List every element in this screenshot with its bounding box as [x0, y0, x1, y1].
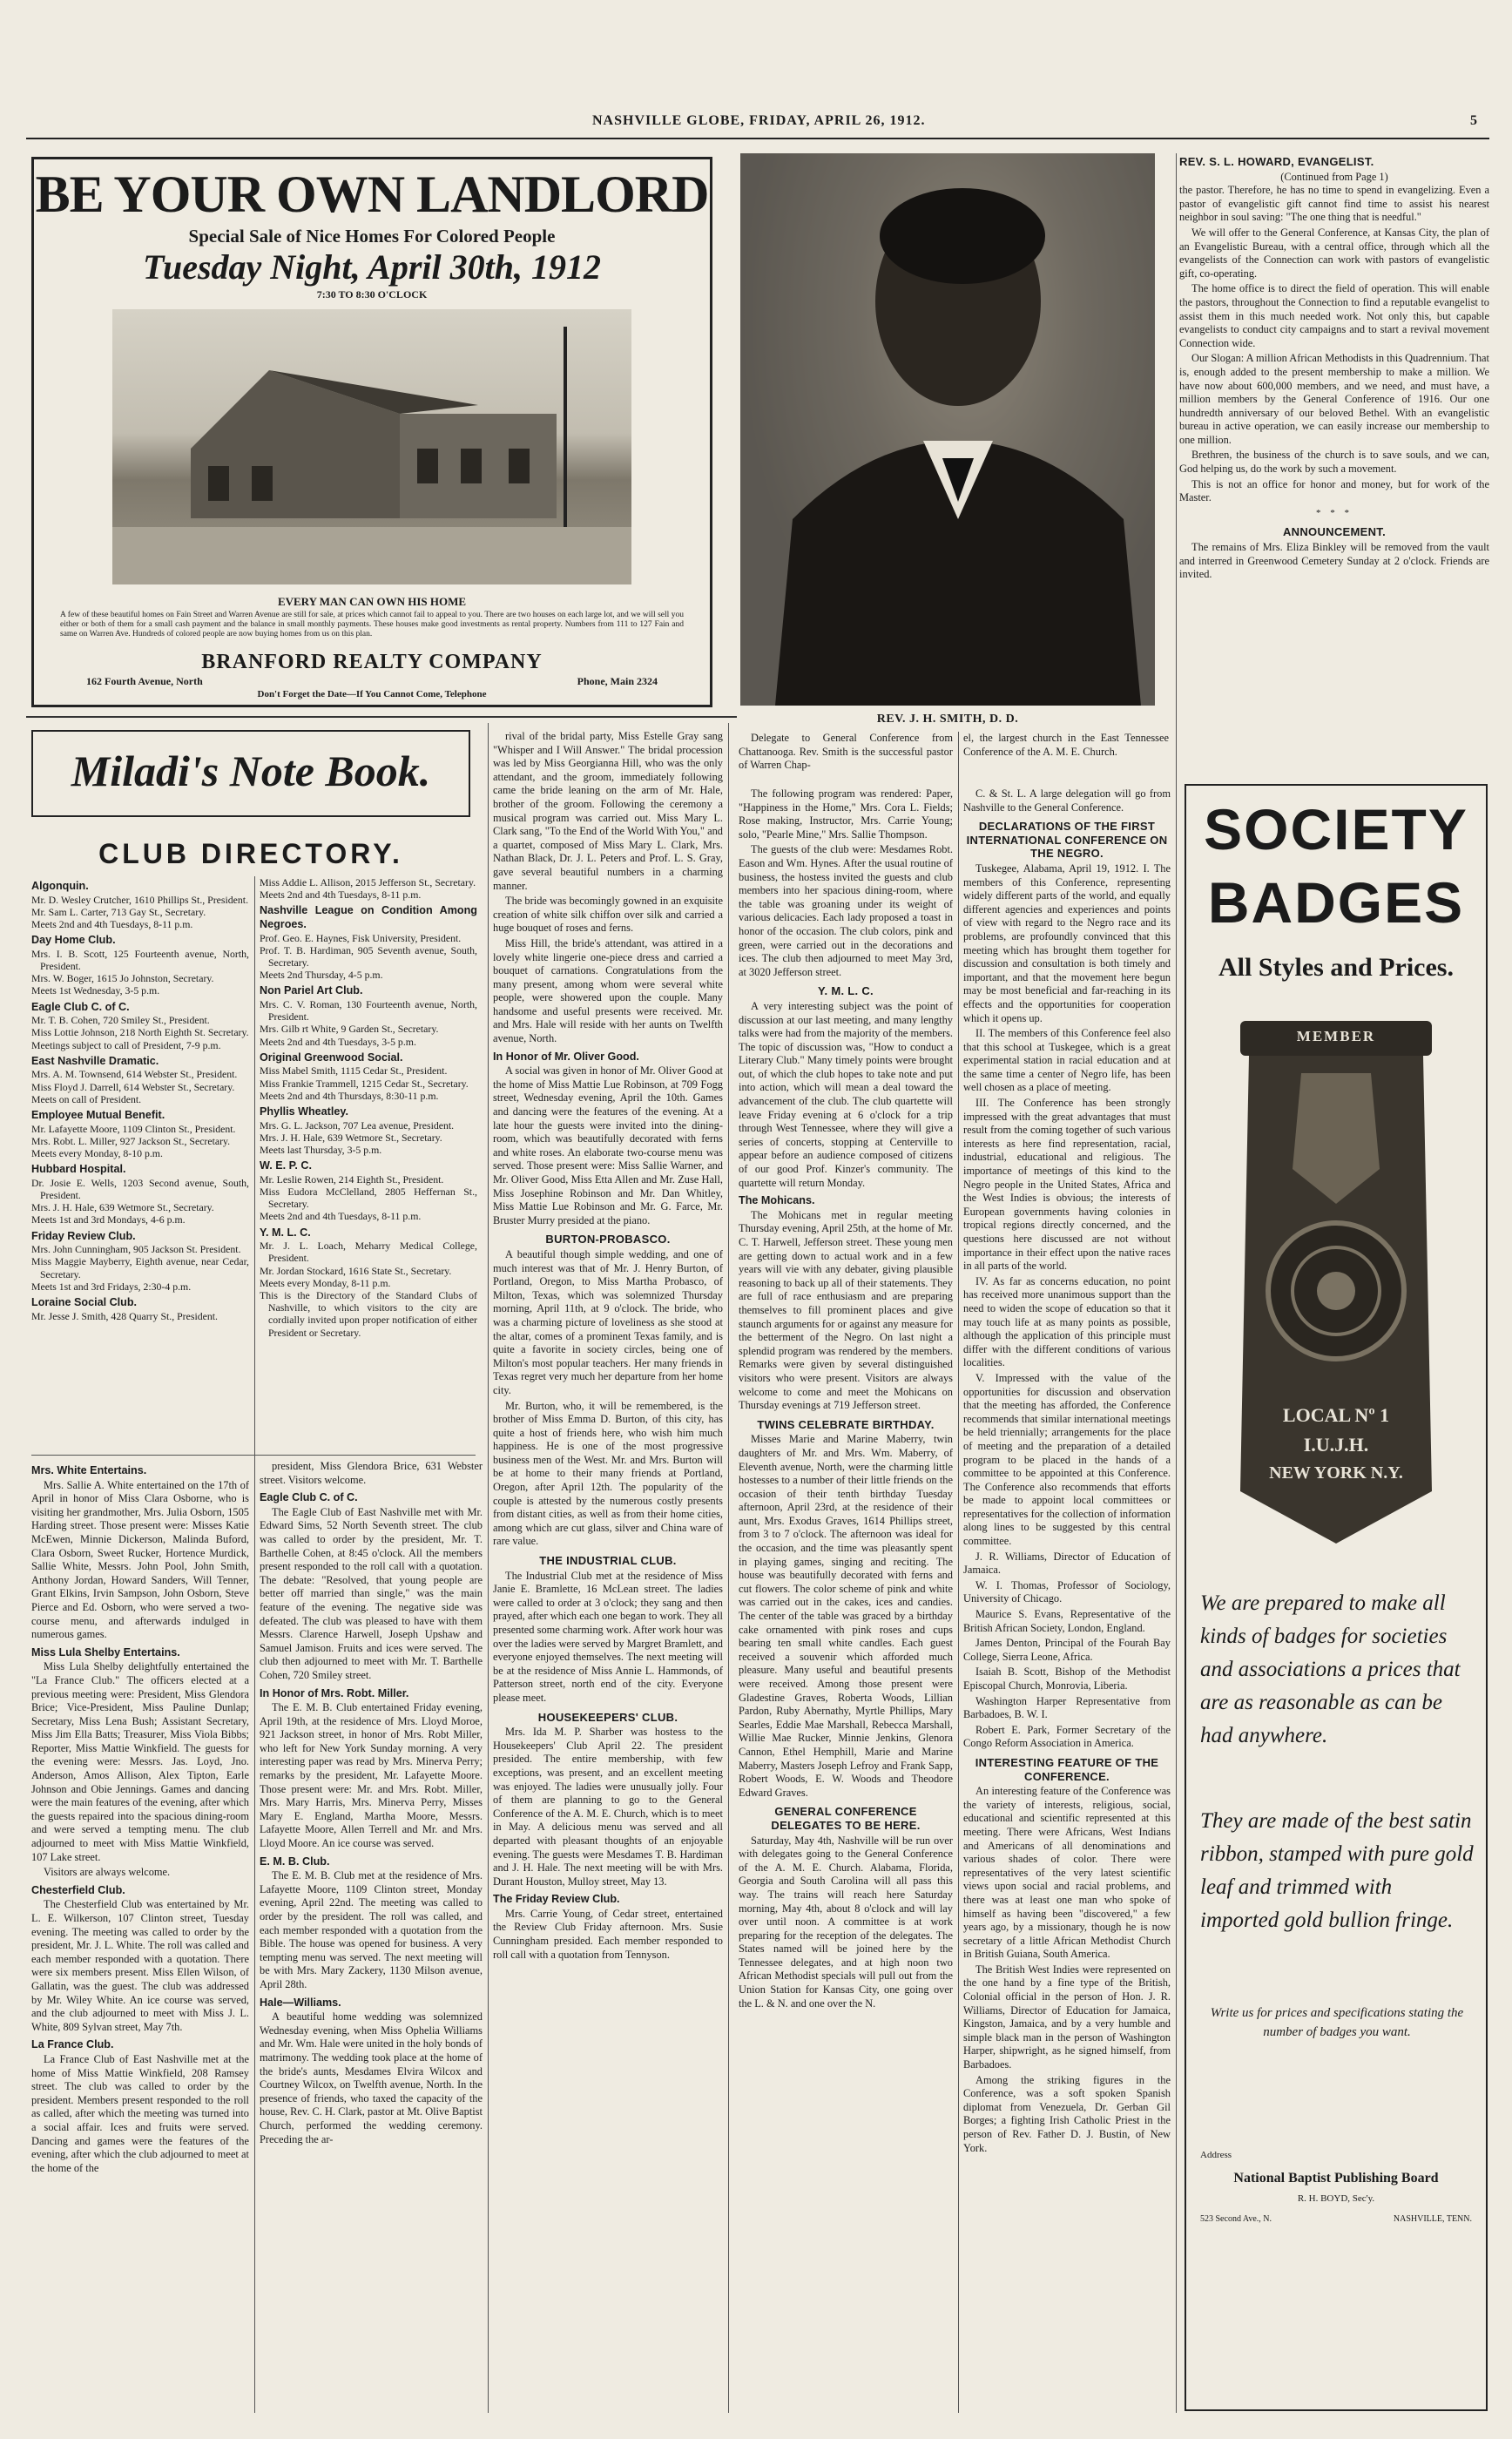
- club-name: Original Greenwood Social.: [260, 1051, 403, 1064]
- club-detail-line: Miss Lottie Johnson, 218 North Eighth St. Secretary.: [31, 1026, 249, 1039]
- article-paragraph: Robert E. Park, Former Secretary of the Congo Reform Association in America.: [963, 1723, 1171, 1750]
- article-paragraph: Isaiah B. Scott, Bishop of the Methodist Episcopal Church, Monrovia, Liberia.: [963, 1665, 1171, 1692]
- ad-caption: EVERY MAN CAN OWN HIS HOME: [277, 595, 467, 608]
- article-paragraph: II. The members of this Conference feel also that this school at Tuskegee, which is a great experimental station in racial education and at the same time a center of Negro life, has been well chosen as a place of meeting.: [963, 1027, 1171, 1094]
- article-paragraph: Mr. Burton, who, it will be remembered, is the brother of Miss Emma D. Burton, of this city, has quite a host of friends here, who wish him much happiness. He is one of the most progressive business men of the West. Mr. and Mrs. Burton will be at home to their many friends at Portland, Oregon, after April 12th. The popularity of the couple is attested by the numerous costly presents from distant cities, as well as from their home cities, among which are cut glass, silver and China ware of rare value.: [493, 1399, 723, 1548]
- club-detail-line: Mr. Leslie Rowen, 214 Eighth St., President.: [260, 1172, 444, 1186]
- badges-subtitle: All Styles and Prices.: [1218, 953, 1454, 982]
- article-heading: In Honor of Mr. Oliver Good.: [493, 1050, 639, 1063]
- ad-time: 7:30 TO 8:30 O'CLOCK: [316, 288, 428, 301]
- badges-secretary: R. H. BOYD, Sec'y.: [1297, 2193, 1375, 2204]
- club-detail-line: Mr. J. L. Loach, Meharry Medical College, President.: [260, 1240, 477, 1265]
- club-name: Day Home Club.: [31, 934, 116, 947]
- club-detail-line: Dr. Josie E. Wells, 1203 Second avenue, South, President.: [31, 1176, 249, 1202]
- club-name: Hubbard Hospital.: [31, 1163, 126, 1176]
- club-detail-line: Meets 1st and 3rd Mondays, 4-6 p.m.: [31, 1213, 186, 1226]
- club-detail-line: Miss Maggie Mayberry, Eighth avenue, near Cedar, Secretary.: [31, 1255, 249, 1280]
- badges-title-2: BADGES: [1207, 870, 1465, 935]
- club-directory-title: CLUB DIRECTORY.: [98, 838, 403, 869]
- article-paragraph: James Denton, Principal of the Fourah Bay College, Sierra Leone, Africa.: [963, 1637, 1171, 1663]
- article-paragraph: Mrs. Sallie A. White entertained on the 17th of April in honor of Miss Clara Osborne, who is visiting her grandmother, Mrs. Julia Osborn, 1505 Harding street. Those present were: Misses Katie McEwen, Minnie Dickerson, Malinda Buford, Clara Osborn, Sweet Rucker, Hortence Murdick, Sallie White, Messrs. John Pool, John Smith, Anthony Jordan, Howard Sanders, Will Tenner, Grant Elkins, Irvin Sampson, John Osborn, Steve Pierce and Ed. Osborn, who were served a two-course menu, and afterwards indulged in numerous games.: [31, 1478, 249, 1641]
- article-paragraph: The bride was becomingly gowned in an exquisite creation of white silk chiffon over silk and carried a huge bouquet of roses and ferns.: [493, 895, 723, 935]
- ad-footer: Don't Forget the Date—If You Cannot Come, Telephone: [257, 689, 487, 699]
- club-detail-line: Miss Eudora McClelland, 2805 Heffernan St., Secretary.: [260, 1186, 477, 1211]
- article-heading: BURTON-PROBASCO.: [545, 1233, 671, 1247]
- club-detail-line: Mrs. G. L. Jackson, 707 Lea avenue, President.: [260, 1118, 455, 1132]
- club-directory-col1: [31, 876, 249, 1451]
- article-paragraph: An interesting feature of the Conference was the variety of interests, religious, social, educational and scientific represented at this meeting. There were Africans, West Indians and Americans of all denominations and various shades of color. There were representatives of the very latest scientific views upon social and racial problems, and there was at least one man who spoke of himself as having been "discovered," a few years ago, by a missionary, though he is now secretary of a little African Methodist Church in British Guiana, South America.: [963, 1785, 1171, 1961]
- article-heading: TWINS CELEBRATE BIRTHDAY.: [757, 1417, 935, 1431]
- club-detail-line: Mrs. A. M. Townsend, 614 Webster St., President.: [31, 1068, 238, 1081]
- club-detail-line: Meets 2nd and 4th Tuesdays, 8-11 p.m.: [260, 888, 422, 902]
- evangelist-p4: Our Slogan: A million African Methodists in this Quadrennium. That is, enough added to the present membership to make a million. We have now about 600,000 members, and we need, and must have, a million members by the General Conference of 1916. Our one hundredth anniversary of our beloved Bethel. With an evangelistic bureau in active operation, we can easily increase our membership to one million.: [1179, 352, 1489, 446]
- article-paragraph: C. & St. L. A large delegation will go from Nashville to the General Conference.: [963, 787, 1171, 814]
- club-detail-line: Miss Floyd J. Darrell, 614 Webster St., Secretary.: [31, 1080, 235, 1093]
- article-column-4: [739, 787, 953, 2413]
- badges-publisher: National Baptist Publishing Board: [1233, 2171, 1439, 2186]
- club-detail-line: Mrs. Robt. L. Miller, 927 Jackson St., Secretary.: [31, 1134, 231, 1147]
- article-paragraph: rival of the bridal party, Miss Estelle Gray sang "Whisper and I Will Answer." The bridal procession was led by Miss Georgianna Hill, who was the only attendant, and the groom, immediately following came the bride leaning on the arm of Mr. Hale, brother of the groom. Following the ceremony a musical program was carried out. Miss Mary L. Clark sang, "To the End of the World With You," and a quartet, composed of Miss Mary L. Clark, Mrs. Nathan Black, Dr. J. L. Peters and Prof. L. S. Gray, gave several beautiful numbers in a charming manner.: [493, 730, 723, 892]
- evangelist-p5: Brethren, the business of the church is to save souls, and we can, God helping us, do the work by such a movement.: [1179, 449, 1489, 476]
- club-name: Phyllis Wheatley.: [260, 1105, 348, 1118]
- club-name: Algonquin.: [31, 880, 89, 892]
- club-name: Y. M. L. C.: [260, 1226, 311, 1239]
- club-detail-line: Mrs. W. Boger, 1615 Jo Johnston, Secretary.: [31, 972, 214, 985]
- article-heading: Hale—Williams.: [260, 1996, 341, 2009]
- article-paragraph: The E. M. B. Club met at the residence of Mrs. Lafayette Moore, 1109 Clinton street, Monday evening, April 22nd. The meeting was called to order by the president. The roll was called, and each member responded with a quotation from the Bible. The house was opened for business. A very tempting menu was served. The next meeting will be with Mrs. Mary Zackery, 1130 Milson avenue, April 28th.: [260, 1869, 483, 1990]
- club-detail-line: Meets on call of President.: [31, 1092, 142, 1105]
- article-heading: HOUSEKEEPERS' CLUB.: [537, 1710, 678, 1724]
- portrait-lead-2: [963, 732, 1169, 784]
- club-detail-line: Meets every Monday, 8-10 p.m.: [31, 1147, 163, 1160]
- club-detail-line: Mrs. J. H. Hale, 639 Wetmore St., Secretary.: [31, 1201, 214, 1214]
- article-heading: La France Club.: [31, 2038, 114, 2051]
- club-detail-line: Meets 2nd Thursday, 4-5 p.m.: [260, 969, 383, 982]
- article-paragraph: The Industrial Club met at the residence of Miss Janie E. Bramlette, 16 McLean street. The ladies were called to order at 3 o'clock; they sang and then prayed, after which each one began to work. They all presented some charming work. After work hour was over the ladies were served by Margret Bramlett, and everyone enjoyed themselves. The next meeting will be at the residence of Miss Annie L. Hammonds, of Patterson street, north end of the city. Everyone please meet.: [493, 1569, 723, 1704]
- article-column-1: [31, 1460, 249, 2413]
- club-detail-line: Meets 2nd and 4th Tuesdays, 8-11 p.m.: [31, 918, 193, 930]
- article-heading: In Honor of Mrs. Robt. Miller.: [260, 1686, 409, 1699]
- landlord-ad: [31, 157, 712, 707]
- article-paragraph: W. I. Thomas, Professor of Sociology, University of Chicago.: [963, 1578, 1171, 1605]
- article-heading: INTERESTING FEATURE OF THE CONFERENCE.: [975, 1755, 1159, 1783]
- header-dateline: NASHVILLE GLOBE, FRIDAY, APRIL 26, 1912.: [592, 113, 926, 128]
- club-detail-line: Mr. Jordan Stockard, 1616 State St., Secretary.: [260, 1264, 452, 1277]
- badges-copy-2: They are made of the best satin ribbon, stamped with pure gold leaf and trimmed with imported gold bullion fringe.: [1200, 1809, 1474, 1932]
- article-paragraph: Mrs. Ida M. P. Sharber was hostess to the Housekeepers' Club April 22. The president presided. The entire membership, with few exceptions, was present, and an excellent meeting was enjoyed. The ladies were unusually jolly. Four of them are planning to go to the General Conference of the A. M. E. Church, which is to meet in May. A delicious menu was served and all departed with pleasant thoughts of an enjoyable evening. The guests were Mesdames T. B. Hardiman and J. H. Hale. The next meeting will be with Mrs. Durant Houston, Mulloy street, May 13.: [493, 1726, 723, 1888]
- miladi-title: Miladi's Note Book.: [71, 747, 431, 795]
- article-column-2: [260, 1460, 483, 2413]
- article-paragraph: Saturday, May 4th, Nashville will be run over with delegates going to the General Conference of the A. M. E. Church. Alabama, Florida, Georgia and South Carolina will all pass this way. The trains will reach here Saturday morning, May 4th, about 8 o'clock and will lay over until noon. A committee is at work preparing for the reception of the delegates. The States named will be joined here by the Tennessee delegates, and at high noon two African Methodist specials will pull out from the Union Station for Kansas City, one going over the L. & N. and one over the N.: [739, 1834, 953, 2010]
- article-paragraph: Washington Harper Representative from Barbadoes, B. W. I.: [963, 1694, 1171, 1721]
- club-detail-line: Mr. Lafayette Moore, 1109 Clinton St., President.: [31, 1122, 236, 1135]
- article-heading: THE INDUSTRIAL CLUB.: [539, 1554, 677, 1568]
- article-paragraph: A very interesting subject was the point of discussion at our last meeting, and many lengthy talks were had from the majority of the members. The topic of discussion was, "How to conduct a Literary Club." Many timely points were brought out, of which the club hopes to take note and put into action, which will mean a deal toward the advancement of the club. The club quartette will leave Friday evening at 6 o'clock for a trip through West Tennessee, where they will give a series of concerts, stopping at Centerville to appear before an audience composed of citizens of our good Prof. Kinzer's community. The quartette will return Monday.: [739, 999, 953, 1189]
- ribbon-union: I.U.J.H.: [1303, 1434, 1369, 1456]
- ad-subhead: Special Sale of Nice Homes For Colored People: [188, 226, 556, 247]
- club-detail-line: Meets 2nd and 4th Tuesdays, 8-11 p.m.: [260, 1210, 422, 1223]
- houses-photo: [112, 309, 631, 584]
- article-paragraph: A social was given in honor of Mr. Oliver Good at the home of Miss Mattie Lue Robinson, at 709 Fogg street, Wednesday evening, April the 10th. Games and dancing were the features of the evening. At a late hour the guests were invited into the dining-room, which was beautifully decorated with ferns and white roses. An elaborate two-course menu was served. Those present were: Miss Sallie Warner, and Mr. Oliver Good, Miss Etta Allen and Mr. Zuse Hall, Miss Josephine Robinson and Mr. Dan Whitley, Miss Mattie Lue Robinson and Mr. G. Farce, Mr. Bruster Murry presided at the piano.: [493, 1064, 723, 1226]
- club-detail-line: Miss Mabel Smith, 1115 Cedar St., President.: [260, 1064, 448, 1078]
- delegate-lead: Delegate to General Conference from Chattanooga. Rev. Smith is the successful pastor of Warren Chap-: [739, 732, 953, 772]
- club-detail-line: Mr. D. Wesley Crutcher, 1610 Phillips St., President.: [31, 893, 249, 906]
- club-name: Eagle Club C. of C.: [31, 1000, 130, 1013]
- article-heading: Chesterfield Club.: [31, 1883, 125, 1896]
- portrait-caption: REV. J. H. SMITH, D. D.: [876, 713, 1019, 726]
- club-detail-line: This is the Directory of the Standard Clubs of Nashville, to which visitors to the city are cordially invited upon proper notification of either President or Secretary.: [260, 1289, 477, 1339]
- club-detail-line: Miss Addie L. Allison, 2015 Jefferson St., Secretary.: [260, 876, 476, 888]
- article-paragraph: Mrs. Carrie Young, of Cedar street, entertained the Review Club Friday afternoon. Mrs. Susie Cunningham presided. Each member responded to roll call with a quotation from Tennyson.: [493, 1907, 723, 1961]
- club-detail-line: Miss Frankie Trammell, 1215 Cedar St., Secretary.: [260, 1077, 469, 1090]
- badges-city: NASHVILLE, TENN.: [1393, 2214, 1472, 2224]
- badge-ribbon: [1232, 1003, 1441, 1561]
- club-name: Employee Mutual Benefit.: [31, 1109, 165, 1122]
- club-name: Non Pariel Art Club.: [260, 984, 363, 997]
- article-heading: Miss Lula Shelby Entertains.: [31, 1645, 180, 1659]
- ad-company: BRANFORD REALTY COMPANY: [201, 651, 543, 673]
- club-detail-line: Mrs. C. V. Roman, 130 Fourteenth avenue, North, President.: [260, 998, 477, 1024]
- page-number: 5: [1470, 113, 1477, 128]
- badges-copy-1: We are prepared to make all kinds of badges for societies and associations a prices that are as reasonable as can be had anywhere.: [1200, 1591, 1461, 1747]
- club-name: W. E. P. C.: [260, 1159, 312, 1172]
- article-paragraph: A beautiful home wedding was solemnized Wednesday evening, when Miss Ophelia Williams and Mr. Wm. Hale were united in the holy bonds of matrimony. The wedding took place at the home of the bride's aunts, Mesdames Elvira Wilcox and Courtney Wilcox, on Twelfth avenue, North. In the presence of friends, who taxed the capacity of the house, Rev. C. H. Clark, pastor at Mt. Olive Baptist Church, performed the wedding ceremony. Preceding the ar-: [260, 2010, 483, 2145]
- article-paragraph: Tuskegee, Alabama, April 19, 1912. I. The members of this Conference, representing widely different parts of the world, and equally different agencies and experiences and points of view with regard to the Negro race and its problems, are profoundly convinced that this meeting which has brought them together for discussion and consultation is both timely and important, and that the movement here begun may be most beneficial and far-reaching in its effects and the opportunities for cooperation which it opens up.: [963, 861, 1171, 1024]
- article-paragraph: La France Club of East Nashville met at the home of Miss Mattie Winkfield, 208 Ramsey street. The club was called to order by the president. Members present responded to the roll as called, after which the meeting was turned into a social affair. Ices and fruits were served. Dancing and games were the features of the evening, after which the club adjourned to meet at the home of the: [31, 2052, 249, 2174]
- article-paragraph: The Chesterfield Club was entertained by Mr. L. E. Wilkerson, 107 Clinton street, Tuesday evening. The meeting was called to order by the president, Mr. J. L. White. The roll was called and each member responded with a quotation. There were six members present. Miss Ellen Wilson, of Gallatin, was the guest. The club was addressed by Mr. Wiley White. An ice course was served, and the club adjourned to meet with Miss J. L. White, 809 Sylvan street, May 7th.: [31, 1898, 249, 2033]
- announcement-text: The remains of Mrs. Eliza Binkley will be removed from the vault and interred in Greenwood Cemetery Sunday at 2 o'clock. Friends are invited.: [1179, 541, 1489, 581]
- article-paragraph: The British West Indies were represented on the one hand by a fine type of the British, Colonial official in the person of Hon. J. R. Williams, Director of Education for Jamaica, Kingston, Jamaica, and by a very humble and simple black man in the person of Washington Harper, shipwright, as he signed himself, from Barbadoes.: [963, 1963, 1171, 2071]
- article-heading: Eagle Club C. of C.: [260, 1491, 358, 1504]
- club-detail-line: Mr. Sam L. Carter, 713 Gay St., Secretary.: [31, 905, 206, 918]
- ad-fine-print: A few of these beautiful homes on Fain Street and Warren Avenue are still for sale, at prices which cannot fail to appeal to you. There are two houses on each large lot, and we will sell you either or both of them for a small cash payment and the balance in small monthly payments. These houses make good investments as rental property. Numbers from 111 to 127 Fain and same on Warren Ave. Hundreds of colored people are now buying homes from us on this plan.: [60, 611, 684, 638]
- club-detail-line: Mrs. I. B. Scott, 125 Fourteenth avenue, North, President.: [31, 947, 249, 972]
- article-paragraph: The Mohicans met in regular meeting Thursday evening, April 25th, at the home of Mr. C. T. Harwell, Jefferson street. These young men are getting down to actual work and in a few years will vie with any debater, giving plausible reasoning to back up all of their statements. They are full of race enthusiasm and are preparing themselves to fill prominent places and give staunch arguments for or against any measure for the betterment of the Negro. On last night a splendid program was rendered by the members. Remarks were given by several distinguished visitors who were present. Visitors are always welcome to come and meet the Mohicans on Thursday evenings at 719 Jefferson street.: [739, 1208, 953, 1412]
- ad-phone: Phone, Main 2324: [577, 675, 658, 687]
- article-paragraph: Visitors are always welcome.: [44, 1866, 171, 1879]
- club-name: Nashville League on Condition Among Negroes.: [260, 904, 477, 930]
- evangelist-p6: This is not an office for honor and money, but for work of the Master.: [1179, 477, 1489, 504]
- ribbon-city: NEW YORK N.Y.: [1269, 1463, 1403, 1483]
- club-detail-line: Mrs. Gilb rt White, 9 Garden St., Secretary.: [260, 1023, 439, 1036]
- badges-copy-3: Write us for prices and specifications stating the number of badges you want.: [1210, 2006, 1464, 2039]
- evangelist-p2: We will offer to the General Conference, at Kansas City, the plan of an Evangelistic Bureau, with a central office, through which all the evangelists of the Connection can work with pastors of evangelistic gift, co-operating.: [1179, 226, 1489, 280]
- article-heading: The Friday Review Club.: [493, 1893, 620, 1906]
- club-name: Loraine Social Club.: [31, 1296, 138, 1309]
- badges-street: 523 Second Ave., N.: [1200, 2214, 1272, 2224]
- evangelist-p1: the pastor. Therefore, he has no time to spend in evangelizing. Even a pastor of evangelistic gift cannot find time to assist his nearest neighbor in soul saving: "The one thing that is needful.": [1179, 184, 1489, 224]
- club-name: Friday Review Club.: [31, 1229, 136, 1242]
- article-paragraph: The E. M. B. Club entertained Friday evening, April 19th, at the residence of Mrs. Lloyd Moroe, 921 Jackson street, in honor of Mrs. Robt Miller, who left for New York Sunday morning. A very interesting paper was read by Mrs. Minerva Perry; remarks by the president, Mr. Lafayette Moore. Those present were: Mr. and Mrs. Robt. Miller, Mrs. Mary Harris, Mrs. Minerva Perry, Misses Mary E. England, Martha Moore, Messrs. Lafayette Moore, Allen Terrell and Mr. and Mrs. Lloyd Moore. An ice course was served.: [260, 1701, 483, 1850]
- evangelist-article: REV. S. L. HOWARD, EVANGELIST. (Continued from Page 1) the pastor. Therefore, he has no time to spend in evangelizing. Even a pastor of evangelistic gift cannot find time to assist his nearest neighbor in soul saving: "The one thing that is needful." We will offer to the General Conference, at Kansas City, the plan of an Evangelistic Bureau, with a central office, through which all the evangelists of the Connection can work with pastors of evangelistic gift, co-operating. The home office is to direct the field of operation. This will enable the pastors, throughout the Connection to find a reputable evangelist to assist them in this much needed work. Not only this, but capable evangelists to conduct city campaigns and to start a revival movement Connection wide. Our Slogan: A million African Methodists in this Quadrennium. That is, enough added to the present membership to make a million. We have now about 600,000 members, and we need, and must have, a million members by the General Conference of 1916. Our one hundredth anniversary of our beloved Bethel. With an evangelistic bureau in active operation, we can easily increase our membership to one million. Brethren, the business of the church is to save souls, and we can, God helping us, do the work by such a movement. This is not an office for honor and money, but for work of the Master. * * * ANNOUNCEMENT. The remains of Mrs. Eliza Binkley will be removed from the vault and interred in Greenwood Cemetery Sunday at 2 o'clock. Friends are invited.: [1179, 155, 1489, 581]
- article-paragraph: Misses Marie and Marine Maberry, twin daughters of Mr. and Mrs. Wm. Maberry, of Eleventh avenue, North, were the charming little hostesses to a number of their little friends on the occasion of their tenth birthday Tuesday afternoon, April 23rd, at the residence of their aunt, Mrs. Exodus Graves, 1614 Phillips street, from 3 to 7 o'clock. The afternoon was ideal for the occasion, and the time was pleasantly spent in playing games, singing and reciting. The house was beautifully decorated with ferns and cut flowers. The color scheme of pink and white was carried out in the cakes, ices and candies. The center of the table was graced by a birthday cake ornamented with pink roses and cups bearing ten small white candles. Each guest received a souvenir which afforded much pleasure. Many useful and beautiful presents were received. Among those present were Gladestine Graves, Roberta Woods, Lillian Pardon, Ruby Abernathy, Myrtle Phillips, Mary Searles, Eddie Mae Marshall, Rebecca Marshall, Willie Mae Rucker, Minnie Jenkins, Glenora Cannon, Ethel Hemphill, Marie and Marine Maberry, Masters Joseph Lefroy and Frank Sapp, Robert Woods, E. W. Woods and Theodore Edward Graves.: [739, 1433, 953, 1799]
- ad-address: 162 Fourth Avenue, North: [86, 675, 203, 687]
- badges-address-label: Address: [1200, 2150, 1232, 2160]
- club-detail-line: Prof. T. B. Hardiman, 905 Seventh avenue, South, Secretary.: [260, 943, 477, 969]
- evangelist-cont: (Continued from Page 1): [1280, 170, 1388, 183]
- page-header: [26, 111, 1489, 134]
- article-paragraph: V. Impressed with the value of the opportunities for discussion and observation that the meeting has afforded, the Conference recommends that similar international meetings be held triennially; arrangements for the place of meeting and the preparation of a detailed program to be placed in the hands of a committee to be appointed at this Conference. The Conference also recommends that efforts be made to appoint local committees or representatives for the collection of information along lines to be suggested by this central committee.: [963, 1371, 1171, 1548]
- club-detail-line: Meets 2nd and 4th Thursdays, 8:30-11 p.m.: [260, 1089, 439, 1102]
- article-heading: GENERAL CONFERENCE DELEGATES TO BE HERE.: [771, 1805, 921, 1832]
- article-paragraph: Miss Lula Shelby delightfully entertained the "La France Club." The officers elected at a previous meeting were: President, Miss Glendora Brice; Vice-President, Miss Pauline Dunlap; Secretary, Miss Lena Bush; Assistant Secretary, Miss Jim Ella Batts; Treasurer, Miss Viola Bibbs; Reporter, Miss Mattie Winkfield. The guests for the evening were: Messrs. Jas. Loyd, Jno. Anderson, Amos Allison, Alex Tipton, Earle Johnson and Obie Jennings. Games and dancing were the main features of the evening, after which the guests repaired into the spacious dining-room and were served a tempting menu. The club adjourned to meet with Miss Mattie Winkfield, 107 Lake street.: [31, 1660, 249, 1863]
- club-detail-line: Mr. Jesse J. Smith, 428 Quarry St., President.: [31, 1309, 218, 1322]
- article-paragraph: III. The Conference has been strongly impressed with the great advantages that must result from the coming together of such various interests as here find representation, racial, industrial, educational and religious. The importance of meetings of this kind to the Negro people in the United States, Africa and the West Indies is obvious; the interests of European governments having colonies in tropical regions directly concerned, and the questions here discussed are not without importance in their effect upon the native races in all parts of the world.: [963, 1097, 1171, 1273]
- article-heading: Y. M. L. C.: [818, 984, 874, 998]
- club-name: East Nashville Dramatic.: [31, 1054, 159, 1067]
- ad-date: Tuesday Night, April 30th, 1912: [143, 247, 601, 287]
- club-detail-line: Meets 1st and 3rd Fridays, 2:30-4 p.m.: [31, 1280, 192, 1293]
- article-heading: E. M. B. Club.: [260, 1855, 330, 1868]
- church-lead: el, the largest church in the East Tennessee Conference of the A. M. E. Church.: [963, 732, 1169, 758]
- club-detail-line: Mrs. John Cunningham, 905 Jackson St. President.: [31, 1243, 241, 1256]
- ribbon-member: MEMBER: [1296, 1028, 1376, 1044]
- club-directory-col2: [260, 876, 477, 1451]
- evangelist-p3: The home office is to direct the field of operation. This will enable the pastors, throughout the Connection to find a reputable evangelist to assist them in this much needed work. Not only this, but capable evangelists to conduct city campaigns and to start a revival movement Connection wide.: [1179, 282, 1489, 349]
- club-detail-line: Meetings subject to call of President, 7-9 p.m.: [31, 1038, 221, 1051]
- evangelist-heading: REV. S. L. HOWARD, EVANGELIST.: [1179, 155, 1374, 168]
- portrait-photo: [740, 153, 1155, 706]
- club-detail-line: Meets 2nd and 4th Tuesdays, 3-5 p.m.: [260, 1035, 416, 1048]
- article-paragraph: Miss Hill, the bride's attendant, was attired in a lovely white lingerie one-piece dress and carried a bouquet of carnations. Congratulations from the many present, among whom were several white people, were showered upon the couple. Many handsome and useful presents were received. Mr. and Mrs. Hale will reside with her aunts on Twelfth avenue, North.: [493, 936, 723, 1045]
- article-paragraph: IV. As far as concerns education, no point has received more unanimous support than the need to widen the scope of education so that it may touch life at as many points as possible, although the application of this principle must differ with the different conditions of various localities.: [963, 1274, 1171, 1369]
- ribbon-local: LOCAL Nº 1: [1282, 1404, 1390, 1426]
- article-column-3: [493, 730, 723, 2413]
- article-paragraph: The following program was rendered: Paper, "Happiness in the Home," Mrs. Cora L. Fields; Rose making, Instructor, Mrs. Carrie Young; solo, "Pearle Mine," Mrs. Sallie Thompson.: [739, 787, 953, 841]
- houses-illustration: [112, 309, 631, 584]
- society-badges-ad: [1185, 784, 1488, 2411]
- miladi-header-box: [31, 730, 470, 817]
- club-detail-line: Meets 1st Wednesday, 3-5 p.m.: [31, 984, 160, 997]
- article-paragraph: The Eagle Club of East Nashville met with Mr. Edward Sims, 52 North Seventh street. The club was called to order by the president, Mr. T. Barthelle Cohen, at 8:45 o'clock. All the members present responded to the roll call with a quotation. The debate: "Resolved, that young people are better off married than single," was the main feature of the evening. The negative side was defeated. The club was pleased to have with them Messrs. Clarence Harwell, Joseph Upshaw and Samuel Jamison. Fruits and ices were served. The club then adjourned to meet with Mr. T. Barthelle Cohen, 720 Smiley street.: [260, 1505, 483, 1681]
- article-paragraph: Maurice S. Evans, Representative of the British African Society, London, England.: [963, 1608, 1171, 1634]
- club-detail-line: Meets last Thursday, 3-5 p.m.: [260, 1144, 382, 1157]
- club-detail-line: Mrs. J. H. Hale, 639 Wetmore St., Secretary.: [260, 1131, 442, 1144]
- article-heading: DECLARATIONS OF THE FIRST INTERNATIONAL CONFERENCE ON THE NEGRO.: [966, 820, 1168, 861]
- article-paragraph: J. R. Williams, Director of Education of Jamaica.: [963, 1550, 1171, 1577]
- article-heading: The Mohicans.: [739, 1194, 815, 1207]
- article-paragraph: The guests of the club were: Mesdames Robt. Eason and Wm. Hynes. After the usual routine of business, the hostess invited the guests and club members into her spacious dining-room, where the table was groaning under its weight of various delicacies. Each lady proposed a toast in honor of the occasion. The club colors, pink and green, were carried out in the decorations and ices. The club then adjourned to meet May 3rd, at 3020 Jefferson street.: [739, 843, 953, 978]
- announcement-heading: ANNOUNCEMENT.: [1282, 525, 1386, 539]
- badges-title-1: SOCIETY: [1204, 797, 1468, 861]
- article-paragraph: A beautiful though simple wedding, and one of much interest was that of Mr. J. Henry Burton, of Portland, Oregon, to Miss Martha Probasco, of Milton, Texas, which was solemnized Thursday morning, April 11th, at 9 o'clock. The bride, who was a charming picture of loveliness as she stood at the altar, comes of a prominent Texas family, and is quite a favorite in society circles, being one of Milton's most popular teachers. Her many friends in Texas regret very much her departure from her home city.: [493, 1247, 723, 1396]
- article-column-5: [963, 787, 1171, 2413]
- article-paragraph: Among the striking figures in the Conference, was a soft spoken Spanish diplomat from Venezuela, Dr. Gerban Gil Borges; a fighting Irish Catholic Priest in the person of Rev. Father D. J. Bustin, of New York.: [963, 2073, 1171, 2154]
- club-detail-line: Meets every Monday, 8-11 p.m.: [260, 1276, 391, 1289]
- ad-headline: BE YOUR OWN LANDLORD: [35, 166, 709, 223]
- article-heading: Mrs. White Entertains.: [31, 1464, 147, 1476]
- portrait-illustration: [740, 153, 1155, 706]
- club-detail-line: Prof. Geo. E. Haynes, Fisk University, President.: [260, 931, 462, 944]
- article-paragraph: president, Miss Glendora Brice, 631 Webster street. Visitors welcome.: [260, 1460, 483, 1486]
- portrait-lead-1: [739, 732, 953, 784]
- club-detail-line: Mr. T. B. Cohen, 720 Smiley St., President.: [31, 1014, 210, 1027]
